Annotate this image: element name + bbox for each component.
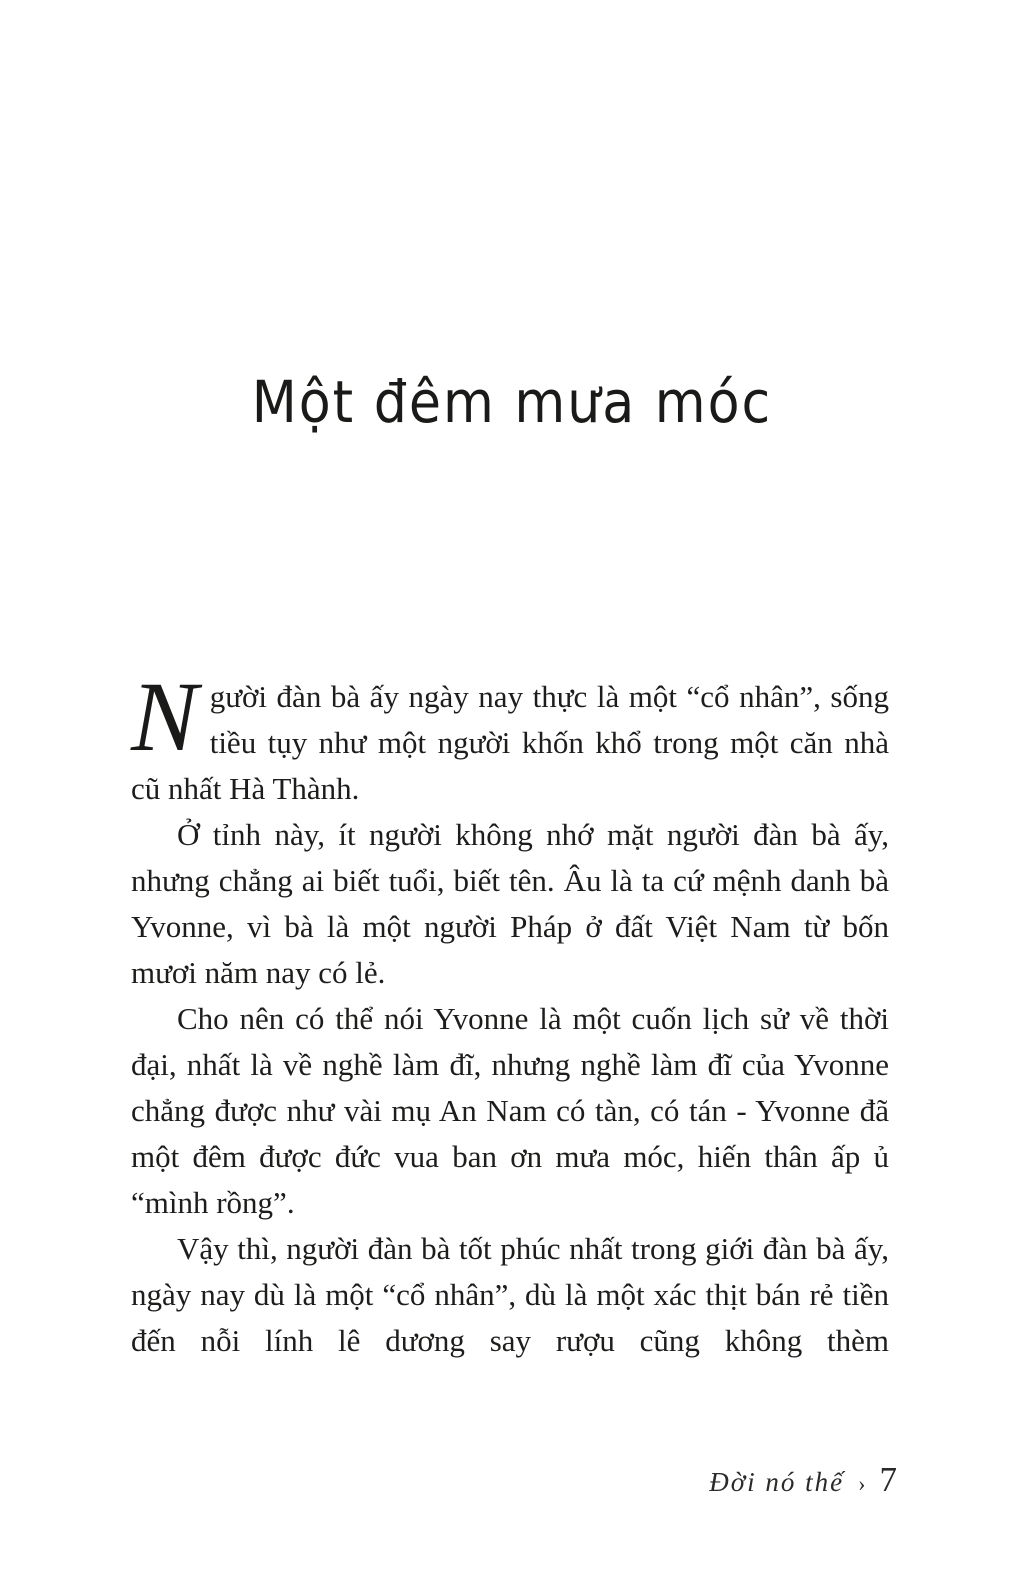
footer-separator-icon: › <box>858 1471 866 1496</box>
paragraph: Người đàn bà ấy ngày nay thực là một “cổ nhân”, sống tiều tụy như một người khốn khổ trong một căn nhà cũ nhất Hà Thành. <box>131 661 889 806</box>
drop-cap: N <box>131 661 198 772</box>
paragraph: Cho nên có thể nói Yvonne là một cuốn lịch sử về thời đại, nhất là về nghề làm đĩ, nhưng nghề làm đĩ của Yvonne chẳng được như vài mụ An Nam có tàn, có tán - Yvonne đã một đêm được đức vua ban ơn mưa móc, hiến thân ấp ủ “mình rồng”. <box>131 1001 889 1220</box>
body-text <box>131 661 889 1364</box>
running-title: Đời nó thế <box>709 1467 845 1497</box>
page-number: 7 <box>879 1460 897 1499</box>
paragraph: Ở tỉnh này, ít người không nhớ mặt người đàn bà ấy, nhưng chẳng ai biết tuổi, biết tên. Âu là ta cứ mệnh danh bà Yvonne, vì bà là một người Pháp ở đất Việt Nam từ bốn mươi năm nay có lẻ. <box>131 817 889 990</box>
paragraph: Vậy thì, người đàn bà tốt phúc nhất trong giới đàn bà ấy, ngày nay dù là một “cổ nhân”, dù là một xác thịt bán rẻ tiền đến nỗi lính lê dương say rượu cũng không thèm <box>131 1231 889 1358</box>
page-footer <box>709 1460 897 1500</box>
chapter-title: Một đêm mưa móc <box>251 368 773 436</box>
